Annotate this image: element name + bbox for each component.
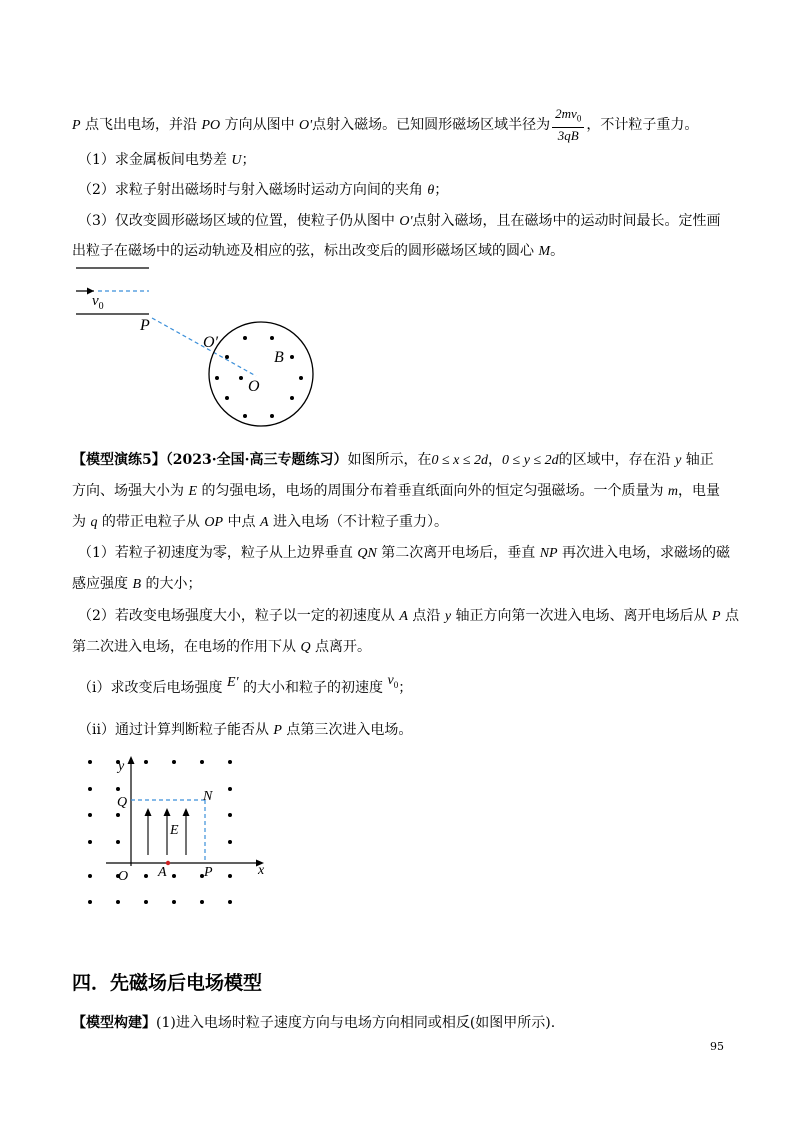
text: 点沿 (407, 608, 445, 624)
field-dot (144, 874, 148, 878)
text: 方向、场强大小为 (72, 483, 189, 499)
exercise-tag: 【模型演练5】（2023·全国·高三专题练习） (72, 452, 348, 468)
section-heading: 四．先磁场后电场模型 (72, 972, 263, 994)
text: 如图所示，在 (347, 452, 432, 468)
exercise-5-q2-line-1 (78, 606, 739, 627)
field-dot (116, 840, 120, 844)
field-dot (239, 376, 243, 380)
exercise-5-q2-ii (78, 720, 412, 741)
field-arrow-head (145, 808, 152, 816)
text: 再次进入电场，求磁场的磁 (557, 545, 731, 561)
text: （ii）通过计算判断粒子能否从 (78, 722, 274, 738)
exercise-5-q1-line-1 (78, 543, 730, 564)
exercise-5-q1-line-2 (72, 574, 201, 595)
text: 方向从图中 (220, 116, 300, 133)
var-U: U (231, 153, 242, 168)
exercise-5-q2-line-2 (72, 637, 371, 658)
var-Oprime: O' (399, 214, 413, 229)
text: （1）求金属板间电势差 (78, 152, 232, 168)
var-m: m (667, 484, 679, 499)
var-PO: PO (201, 117, 221, 133)
field-dot (144, 900, 148, 904)
text: 轴正方向第一次进入电场、离开电场后从 (451, 608, 712, 624)
field-dot (215, 376, 219, 380)
var-q: q (90, 515, 98, 530)
field-dot (270, 414, 274, 418)
var-B: B (132, 577, 142, 592)
field-dot (116, 787, 120, 791)
exercise-5-line-2 (72, 481, 720, 502)
var-OP: OP (204, 515, 224, 530)
field-dot (116, 813, 120, 817)
field-arrow-head (183, 808, 190, 816)
frac-numerator: 2mv (555, 106, 577, 121)
field-dot (88, 760, 92, 764)
label-x: x (258, 863, 265, 878)
text: （2）若改变电场强度大小，粒子以一定的初速度从 (78, 608, 400, 624)
var-v-sub: 0 (393, 679, 399, 690)
text: 点离开。 (310, 639, 372, 655)
label-E: E (170, 823, 179, 838)
var-M: M (538, 244, 551, 259)
text: ； (434, 182, 449, 198)
field-dot (228, 840, 232, 844)
field-dot (172, 900, 176, 904)
field-dot (172, 760, 176, 764)
field-dot (228, 874, 232, 878)
label-v0: $v_0$ (92, 293, 104, 312)
field-dot (228, 813, 232, 817)
field-dot (243, 414, 247, 418)
frac-sub: 0 (576, 113, 582, 124)
magnetic-region-circle (209, 322, 313, 426)
field-dot (225, 355, 229, 359)
text: 第二次离开电场后，垂直 (376, 545, 540, 561)
exercise-5-line-1 (72, 450, 714, 471)
var-v: v (387, 673, 394, 688)
field-arrow-head (164, 808, 171, 816)
page-number: 95 (710, 1040, 724, 1053)
text: 点飞出电场，并沿 (80, 116, 202, 133)
field-dot (88, 874, 92, 878)
text: 的带正电粒子从 (97, 514, 205, 530)
field-dot (172, 874, 176, 878)
text: ，不计粒子重力。 (586, 116, 699, 133)
text: （2）求粒子射出磁场时与射入磁场时运动方向间的夹角 (78, 182, 428, 198)
var-P: P (273, 723, 282, 738)
figure-magnetic-circle (0, 0, 800, 440)
var-NP: NP (539, 546, 558, 561)
field-dot (243, 336, 247, 340)
label-y: y (118, 759, 125, 774)
var-E: E (188, 484, 198, 499)
field-dot (228, 900, 232, 904)
text: 感应强度 (72, 576, 133, 592)
var-A: A (259, 515, 269, 530)
exercise-5-q2-i (78, 673, 413, 703)
field-dot (88, 813, 92, 817)
field-dot-grid (88, 760, 232, 904)
field-dot (88, 900, 92, 904)
text: （3）仅改变圆形磁场区域的位置，使粒子仍从图中 (78, 213, 400, 229)
var-P: P (711, 609, 721, 624)
field-dot (225, 396, 229, 400)
var-QN: QN (357, 546, 377, 561)
field-dot (270, 336, 274, 340)
text: ； (398, 680, 413, 696)
text: 的匀强电场，电场的周围分布着垂直纸面向外的恒定匀强磁场。一个质量为 (197, 483, 668, 499)
text: 轴正 (681, 452, 714, 468)
var-y: y (675, 453, 682, 468)
field-arrows (145, 808, 190, 855)
var-theta: θ (427, 183, 435, 198)
label-O-prime: O′ (203, 334, 219, 351)
text: 的区域中，存在沿 (558, 452, 676, 468)
text: ， (488, 452, 503, 468)
label-P: P (140, 317, 150, 334)
text: ，电量 (678, 483, 721, 499)
inequality-x: 0 ≤ x ≤ 2d (431, 453, 489, 468)
label-N: N (203, 789, 213, 804)
field-dot (200, 900, 204, 904)
text: 。 (550, 243, 565, 259)
field-dot (88, 787, 92, 791)
var-E-prime: E′ (226, 675, 239, 690)
field-dot (228, 760, 232, 764)
label-Q: Q (117, 795, 128, 810)
text: 的大小； (141, 576, 202, 592)
label-B: B (274, 349, 284, 366)
text: 点 (720, 608, 739, 624)
text: 出粒子在磁场中的运动轨迹及相应的弦，标出改变后的圆形磁场区域的圆心 (72, 243, 539, 259)
text: 中点 (223, 514, 260, 530)
text: 点射入磁场，且在磁场中的运动时间最长。定性画 (412, 213, 721, 229)
text: （i）求改变后电场强度 (78, 680, 227, 696)
text: 进入电场（不计粒子重力）。 (268, 514, 448, 530)
field-dot (290, 355, 294, 359)
field-dot (299, 376, 303, 380)
field-dot (228, 787, 232, 791)
label-O: O (248, 378, 260, 395)
text: ； (241, 152, 256, 168)
var-A: A (399, 609, 408, 624)
field-dot (290, 396, 294, 400)
text: 的大小和粒子的初速度 (238, 680, 388, 696)
field-dot (200, 760, 204, 764)
frac-denominator: 3qB (557, 127, 579, 143)
model-build-tag: 【模型构建】 (72, 1015, 156, 1031)
var-y: y (444, 609, 452, 624)
field-dots (215, 336, 303, 418)
field-dot (88, 840, 92, 844)
figure-electric-field-grid (0, 740, 800, 920)
text: 点第三次进入电场。 (281, 722, 413, 738)
text: 点射入磁场。已知圆形磁场区域半径为 (312, 116, 551, 133)
exercise-5-line-3 (72, 512, 448, 533)
field-dot (116, 900, 120, 904)
text: 为 (72, 514, 91, 530)
label-A: A (158, 865, 167, 880)
field-dot (144, 760, 148, 764)
y-axis-arrow (128, 756, 135, 764)
inequality-y: 0 ≤ y ≤ 2d (502, 453, 559, 468)
text: 第二次进入电场，在电场的作用下从 (72, 639, 301, 655)
text: (1)进入电场时粒子速度方向与电场方向相同或相反(如图甲所示). (156, 1015, 556, 1031)
text: （1）若粒子初速度为零，粒子从上边界垂直 (78, 545, 358, 561)
model-build-line (72, 1013, 555, 1033)
var-P: P (72, 117, 81, 133)
var-Oprime: O' (299, 117, 313, 133)
label-O: O (118, 869, 129, 884)
label-P: P (204, 865, 213, 880)
var-Q: Q (300, 640, 311, 655)
